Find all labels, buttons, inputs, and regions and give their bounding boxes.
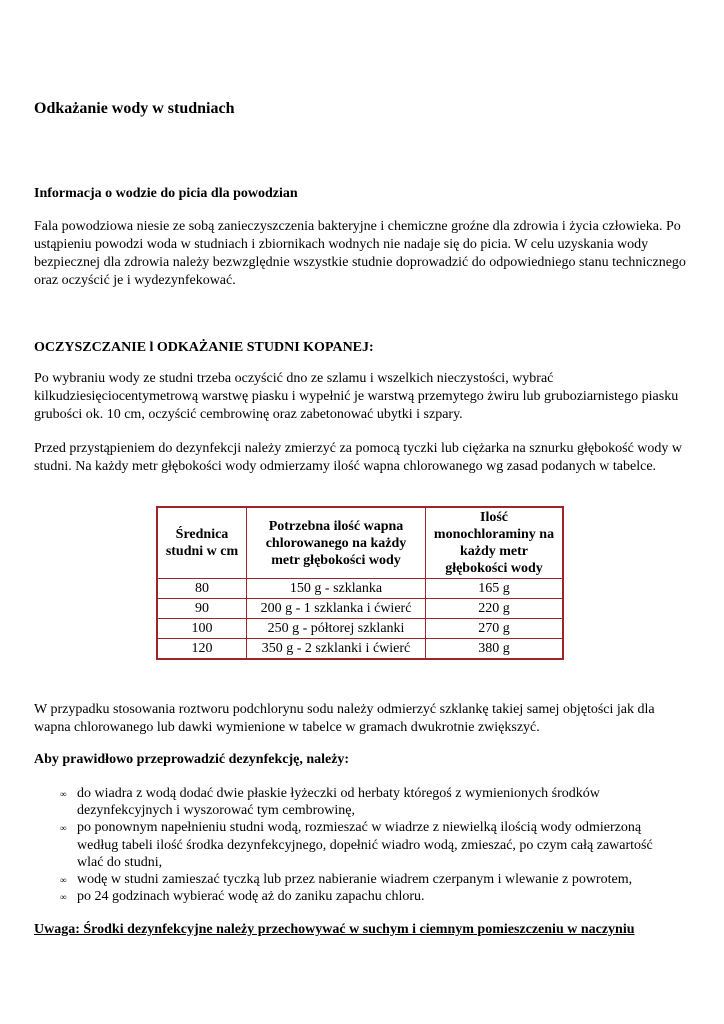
table-cell: 90 — [157, 599, 247, 619]
warning-note: Uwaga: Środki dezynfekcyjne należy przechowywać w suchym i ciemnym pomieszczeniu w naczyniu — [34, 922, 635, 937]
table-row — [157, 579, 563, 599]
bullet-icon: ∞ — [60, 892, 67, 903]
list-item — [34, 888, 674, 905]
table-cell: 270 g — [426, 619, 564, 639]
table-cell: 80 — [157, 579, 247, 599]
table-header-monochloramine: Ilość monochloraminy na każdy metr głębokości wody — [426, 507, 564, 579]
table-cell: 380 g — [426, 639, 564, 660]
list-item-text: wodę w studni zamieszać tyczką lub przez nabieranie wiadrem czerpanym i wlewanie z powrotem, — [77, 872, 633, 888]
section-heading-steps: Aby prawidłowo przeprowadzić dezynfekcję, należy: — [34, 752, 350, 767]
table-cell: 165 g — [426, 579, 564, 599]
bullet-icon: ∞ — [60, 789, 67, 799]
list-item — [34, 871, 674, 888]
paragraph-cleaning: Po wybraniu wody ze studni trzeba oczyścić dno ze szlamu i wszelkich nieczystości, wybrać kilkudziesięciocentymetrową warstwę piasku i wypełnić je warstwą przemytego żwiru lub gruboziarnistego piasku grubości ok. 10 cm, oczyścić cembrowinę oraz zabetonować ubytki i szpary. — [34, 371, 679, 422]
paragraph-intro: Fala powodziowa niesie ze sobą zanieczyszczenia bakteryjne i chemiczne groźne dla zdrowia i życia człowieka. Po ustąpieniu powodzi woda w studniach i zbiornikach wodnych nie nadaje się do picia. W celu uzyskania wody bezpiecznej dla zdrowia należy bezwzględnie wszystkie studnie doprowadzić do odpowiedniego stanu technicznego oraz oczyścić je i wydezynfekować. — [34, 219, 686, 288]
list-item-text: do wiadra z wodą dodać dwie płaskie łyżeczki od herbaty któregoś z wymienionych środków dezynfekcyjnych i wyszorować tym cembrowinę, — [77, 786, 600, 819]
dosage-table-wrapper — [156, 506, 564, 660]
table-row — [157, 619, 563, 639]
bullet-icon: ∞ — [60, 823, 67, 834]
section-heading-info: Informacja o wodzie do picia dla powodzian — [34, 186, 298, 201]
list-item — [34, 819, 674, 871]
table-header-row — [157, 507, 563, 579]
table-cell: 100 — [157, 619, 247, 639]
dosage-table — [156, 506, 564, 660]
list-item-text: po ponownym napełnieniu studni wodą, rozmieszać w wiadrze z niewielką ilością wody odmierzoną według tabeli ilość środka dezynfekcyjnego, dopełnić wiadro wodą, zmieszać, po czym całą zawartość wlać do studni, — [77, 820, 653, 870]
bullet-icon: ∞ — [60, 875, 67, 886]
table-cell: 250 g - półtorej szklanki — [247, 619, 426, 639]
table-header-chlorinated-lime: Potrzebna ilość wapna chlorowanego na każdy metr głębokości wody — [247, 507, 426, 579]
paragraph-measuring: Przed przystąpieniem do dezynfekcji należy zmierzyć za pomocą tyczki lub ciężarka na sznurku głębokość wody w studni. Na każdy metr głębokości wody odmierzamy ilość wapna chlorowanego wg zasad podanych w tabelce. — [34, 441, 683, 474]
list-item-text: po 24 godzinach wybierać wodę aż do zaniku zapachu chloru. — [77, 889, 425, 905]
list-item — [34, 785, 674, 819]
table-cell: 220 g — [426, 599, 564, 619]
section-heading-cleaning: OCZYSZCZANIE l ODKAŻANIE STUDNI KOPANEJ: — [34, 340, 374, 355]
table-cell: 200 g - 1 szklanka i ćwierć — [247, 599, 426, 619]
table-header-diameter: Średnica studni w cm — [157, 507, 247, 579]
table-cell: 120 — [157, 639, 247, 660]
table-row — [157, 599, 563, 619]
page-title: Odkażanie wody w studniach — [34, 100, 235, 117]
paragraph-hypochlorite: W przypadku stosowania roztworu podchlorynu sodu należy odmierzyć szklankę takiej samej objętości jak dla wapna chlorowanego lub dawki wymienione w tabelce w gramach dwukrotnie zwiększyć. — [34, 702, 655, 735]
steps-list — [34, 785, 674, 905]
table-cell: 150 g - szklanka — [247, 579, 426, 599]
table-cell: 350 g - 2 szklanki i ćwierć — [247, 639, 426, 660]
table-row — [157, 639, 563, 660]
